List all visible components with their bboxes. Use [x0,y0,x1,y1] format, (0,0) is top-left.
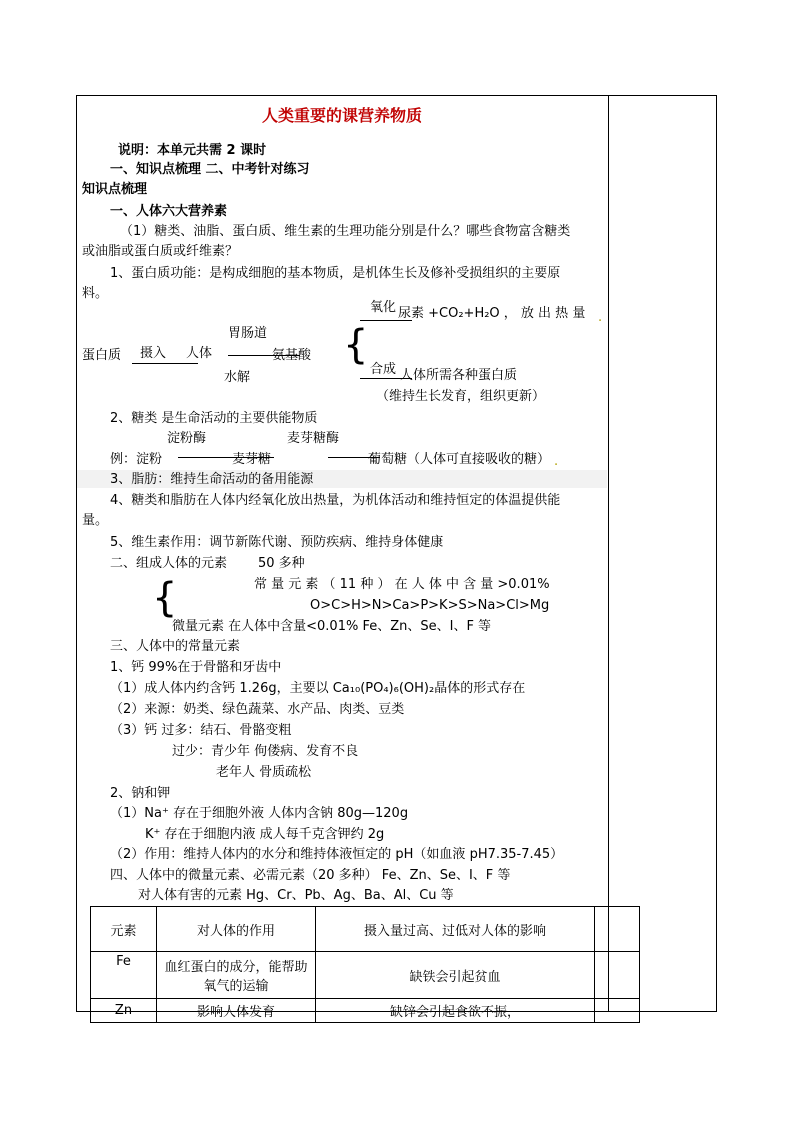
element-table [90,906,640,1023]
subheading-macro: 三、人体中的常量元素 [110,639,241,654]
glucose: 葡萄糖（人体可直接吸收的糖） [368,452,551,467]
protein-function-cont: 料。 [82,286,109,301]
sodium-line: （1）Na⁺ 存在于细胞外液 人体内含钠 80g—120g [110,806,409,821]
table-header-cell [595,907,640,952]
calcium-deficit-youth: 过少：青少年 佝偻病、发育不良 [172,744,359,759]
amino-acid: 氨基酸 [272,348,312,363]
element-brace: { [152,575,178,621]
subheading-nutrients: 一、人体六大营养素 [110,204,228,219]
fat-function: 3、脂肪：维持生命活动的备用能源 [110,472,314,487]
macro-order: O>C>H>N>Ca>P>K>S>Na>Cl>Mg [310,598,550,613]
calcium-excess: （3）钙 过多：结石、骨骼变粗 [110,723,292,738]
vitamin-function: 5、维生素作用：调节新陈代谢、预防疾病、维持身体健康 [110,535,444,550]
question-1-cont: 或油脂或蛋白质或纤维素？ [82,244,239,259]
table-cell [595,952,640,999]
below-arrow-label: 水解 [224,370,251,385]
synthesis-product: 人体所需各种蛋白质 [400,368,518,383]
table-cell [595,999,640,1023]
sodium-potassium-title: 2、钠和钾 [110,786,171,801]
starch-example: 例：淀粉 [110,452,163,467]
diagram-brace: { [343,322,369,368]
enzyme-maltase: 麦芽糖酶 [287,431,340,446]
potassium-line: K⁺ 存在于细胞内液 成人每千克含钾约 2g [145,827,385,842]
energy-note-cont: 量。 [82,513,109,528]
harmful-elements: 对人体有害的元素 Hg、Cr、Pb、Ag、Ba、Al、Cu 等 [138,888,454,903]
macro-elements: 常 量 元 素 （ 11 种 ） 在 人 体 中 含 量 >0.01% [254,577,550,592]
mark-dot: . [598,310,603,325]
table-cell: 影响人体发育 [157,999,316,1023]
protein-start: 蛋白质 [82,348,122,363]
lesson-note: 说明：本单元共需 2 课时 [118,143,267,158]
table-header-cell: 元素 [91,907,157,952]
table-header-row [91,907,640,952]
enzyme-amylase: 淀粉酶 [167,431,207,446]
maltose: 麦芽糖 [232,452,272,467]
mark-dot-2: . [554,454,559,469]
table-row [91,952,640,999]
calcium-deficit-elderly: 老年人 骨质疏松 [216,765,312,780]
subheading-elements: 二、组成人体的元素 [110,556,228,571]
protein-function: 1、蛋白质功能：是构成细胞的基本物质，是机体生长及修补受损组织的主要原 [110,266,561,281]
synthesis-label: 合成 [370,362,397,377]
table-cell: Fe [91,952,157,999]
outline: 一、知识点梳理 二、中考针对练习 [110,162,310,177]
table-cell: 缺锌会引起食欲不振， [316,999,595,1023]
sodium-potassium-role: （2）作用：维持人体内的水分和维持体液恒定的 pH（如血液 pH7.35-7.45） [110,847,564,862]
micro-elements: 微量元素 在人体中含量<0.01% Fe、Zn、Se、I、F 等 [172,619,492,634]
calcium-amount: （1）成人体内约含钙 1.26g，主要以 Ca₁₀(PO₄)₆(OH)₂晶体的形式存在 [110,681,526,696]
energy-note: 4、糖类和脂肪在人体内经氧化放出热量，为机体活动和维持恒定的体温提供能 [110,493,561,508]
element-count: 50 多种 [258,556,305,571]
oxidation-products: 尿素 +CO₂+H₂O ， 放 出 热 量 [398,306,586,321]
calcium-source: （2）来源：奶类、绿色蔬菜、水产品、肉类、豆类 [110,702,405,717]
margin-column-divider [608,95,609,1012]
table-cell: 血红蛋白的成分，能帮助氧气的运输 [157,952,316,999]
intake-label: 摄入 [140,346,167,361]
subheading-trace: 四、人体中的微量元素、必需元素（20 多种） Fe、Zn、Se、I、F 等 [110,868,511,883]
calcium-title: 1、钙 99%在于骨骼和牙齿中 [110,660,282,675]
carbohydrate-function: 2、糖类 是生命活动的主要供能物质 [110,411,318,426]
question-1: （1）糖类、油脂、蛋白质、维生素的生理功能分别是什么？哪些食物富含糖类 [120,224,571,239]
table-row [91,999,640,1023]
above-arrow-label: 胃肠道 [228,326,268,341]
page-title: 人类重要的课营养物质 [262,106,423,125]
section-heading: 知识点梳理 [82,182,148,197]
table-header-cell: 摄入量过高、过低对人体的影响 [316,907,595,952]
table-cell: 缺铁会引起贫血 [316,952,595,999]
synthesis-note: （维持生长发育，组织更新） [376,389,546,404]
body-label: 人体 [186,346,213,361]
oxidation-label: 氧化 [370,300,397,315]
table-header-cell: 对人体的作用 [157,907,316,952]
table-cell: Zn [91,999,157,1023]
intake-arrow-line [132,363,198,364]
